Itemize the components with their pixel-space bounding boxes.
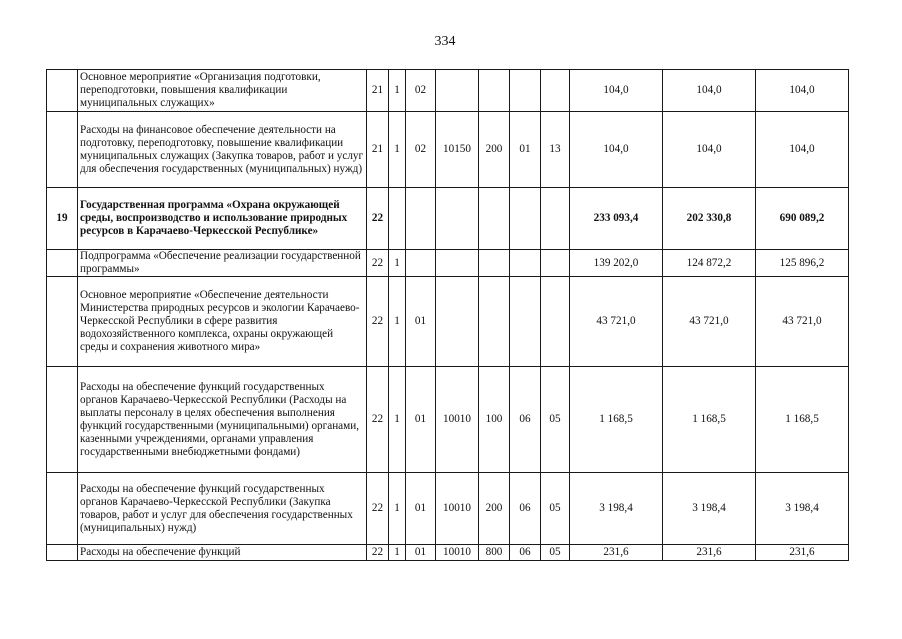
code-section: [510, 188, 541, 250]
amount-year-2: 3 198,4: [663, 473, 756, 545]
row-number: [47, 473, 78, 545]
code-expense-type: 200: [479, 473, 510, 545]
table-row: [47, 367, 849, 473]
code-subprogram: 1: [389, 277, 406, 367]
amount-year-3: 104,0: [756, 112, 849, 188]
amount-year-1: 1 168,5: [570, 367, 663, 473]
table-row: [47, 188, 849, 250]
amount-year-1: 139 202,0: [570, 250, 663, 277]
code-section: [510, 70, 541, 112]
code-expense-type: [479, 250, 510, 277]
code-subsection: [541, 70, 570, 112]
code-section: 06: [510, 545, 541, 561]
code-event: 01: [406, 545, 436, 561]
row-description: Расходы на обеспечение функций государственных органов Карачаево-Черкесской Республики (Закупка товаров, работ и услуг для обеспечения государственных (муниципальных) нужд): [78, 473, 367, 545]
row-number: [47, 250, 78, 277]
code-section: 06: [510, 367, 541, 473]
code-subprogram: 1: [389, 250, 406, 277]
table-row: [47, 545, 849, 561]
row-number: [47, 112, 78, 188]
code-program: 21: [367, 112, 389, 188]
amount-year-1: 43 721,0: [570, 277, 663, 367]
row-number: [47, 70, 78, 112]
code-program: 22: [367, 367, 389, 473]
code-subsection: 05: [541, 545, 570, 561]
amount-year-2: 104,0: [663, 112, 756, 188]
code-event: [406, 250, 436, 277]
amount-year-3: 3 198,4: [756, 473, 849, 545]
code-program: 22: [367, 545, 389, 561]
code-expense-type: 800: [479, 545, 510, 561]
code-program: 22: [367, 188, 389, 250]
code-subprogram: 1: [389, 112, 406, 188]
amount-year-2: 1 168,5: [663, 367, 756, 473]
page-number: 334: [434, 34, 456, 49]
code-program: 22: [367, 277, 389, 367]
code-subsection: [541, 250, 570, 277]
code-subprogram: 1: [389, 545, 406, 561]
code-expense-type: 200: [479, 112, 510, 188]
table-row: [47, 473, 849, 545]
code-event: 01: [406, 367, 436, 473]
amount-year-1: 233 093,4: [570, 188, 663, 250]
amount-year-1: 3 198,4: [570, 473, 663, 545]
row-description: Расходы на обеспечение функций государственных органов Карачаево-Черкесской Республики (Расходы на выплаты персоналу в целях обеспечения выполнения функций государственными (муниципальными) органами, казенными учреждениями, органами управления государственными внебюджетными фондами): [78, 367, 367, 473]
code-direction: 10010: [436, 367, 479, 473]
amount-year-3: 104,0: [756, 70, 849, 112]
amount-year-3: 690 089,2: [756, 188, 849, 250]
code-expense-type: [479, 70, 510, 112]
budget-table: [46, 69, 849, 561]
table-row: [47, 70, 849, 112]
table-row: [47, 112, 849, 188]
amount-year-2: 43 721,0: [663, 277, 756, 367]
code-event: 02: [406, 112, 436, 188]
code-section: 06: [510, 473, 541, 545]
code-subprogram: 1: [389, 473, 406, 545]
table-row: [47, 250, 849, 277]
code-subprogram: 1: [389, 367, 406, 473]
code-expense-type: [479, 277, 510, 367]
row-number: 19: [47, 188, 78, 250]
code-expense-type: 100: [479, 367, 510, 473]
code-subsection: 05: [541, 367, 570, 473]
code-direction: [436, 277, 479, 367]
code-section: 01: [510, 112, 541, 188]
amount-year-3: 125 896,2: [756, 250, 849, 277]
table-row: [47, 277, 849, 367]
amount-year-2: 104,0: [663, 70, 756, 112]
row-number: [47, 277, 78, 367]
code-event: 01: [406, 473, 436, 545]
code-subprogram: [389, 188, 406, 250]
code-subprogram: 1: [389, 70, 406, 112]
code-direction: 10010: [436, 473, 479, 545]
amount-year-3: 231,6: [756, 545, 849, 561]
code-direction: [436, 70, 479, 112]
row-number: [47, 367, 78, 473]
row-description: Государственная программа «Охрана окружающей среды, воспроизводство и использование природных ресурсов в Карачаево-Черкесской Республике»: [78, 188, 367, 250]
code-section: [510, 250, 541, 277]
code-section: [510, 277, 541, 367]
row-description: Расходы на финансовое обеспечение деятельности на подготовку, переподготовку, повышение квалификации муниципальных служащих (Закупка товаров, работ и услуг для обеспечения государственных (муниципальных) нужд): [78, 112, 367, 188]
amount-year-2: 202 330,8: [663, 188, 756, 250]
code-expense-type: [479, 188, 510, 250]
amount-year-3: 43 721,0: [756, 277, 849, 367]
code-event: 01: [406, 277, 436, 367]
code-event: 02: [406, 70, 436, 112]
code-program: 21: [367, 70, 389, 112]
row-description: Подпрограмма «Обеспечение реализации государственной программы»: [78, 250, 367, 277]
row-number: [47, 545, 78, 561]
code-program: 22: [367, 250, 389, 277]
code-direction: [436, 188, 479, 250]
amount-year-1: 104,0: [570, 70, 663, 112]
code-event: [406, 188, 436, 250]
amount-year-2: 231,6: [663, 545, 756, 561]
amount-year-2: 124 872,2: [663, 250, 756, 277]
code-subsection: [541, 188, 570, 250]
row-description: Основное мероприятие «Обеспечение деятельности Министерства природных ресурсов и экологии Карачаево-Черкесской Республики в сфере развития водохозяйственного комплекса, охраны окружающей среды и сохранения животного мира»: [78, 277, 367, 367]
row-description: Расходы на обеспечение функций: [78, 545, 367, 561]
row-description: Основное мероприятие «Организация подготовки, переподготовки, повышения квалификации муниципальных служащих»: [78, 70, 367, 112]
code-subsection: 13: [541, 112, 570, 188]
amount-year-3: 1 168,5: [756, 367, 849, 473]
code-subsection: 05: [541, 473, 570, 545]
code-direction: 10010: [436, 545, 479, 561]
code-direction: [436, 250, 479, 277]
code-direction: 10150: [436, 112, 479, 188]
code-subsection: [541, 277, 570, 367]
amount-year-1: 231,6: [570, 545, 663, 561]
amount-year-1: 104,0: [570, 112, 663, 188]
code-program: 22: [367, 473, 389, 545]
